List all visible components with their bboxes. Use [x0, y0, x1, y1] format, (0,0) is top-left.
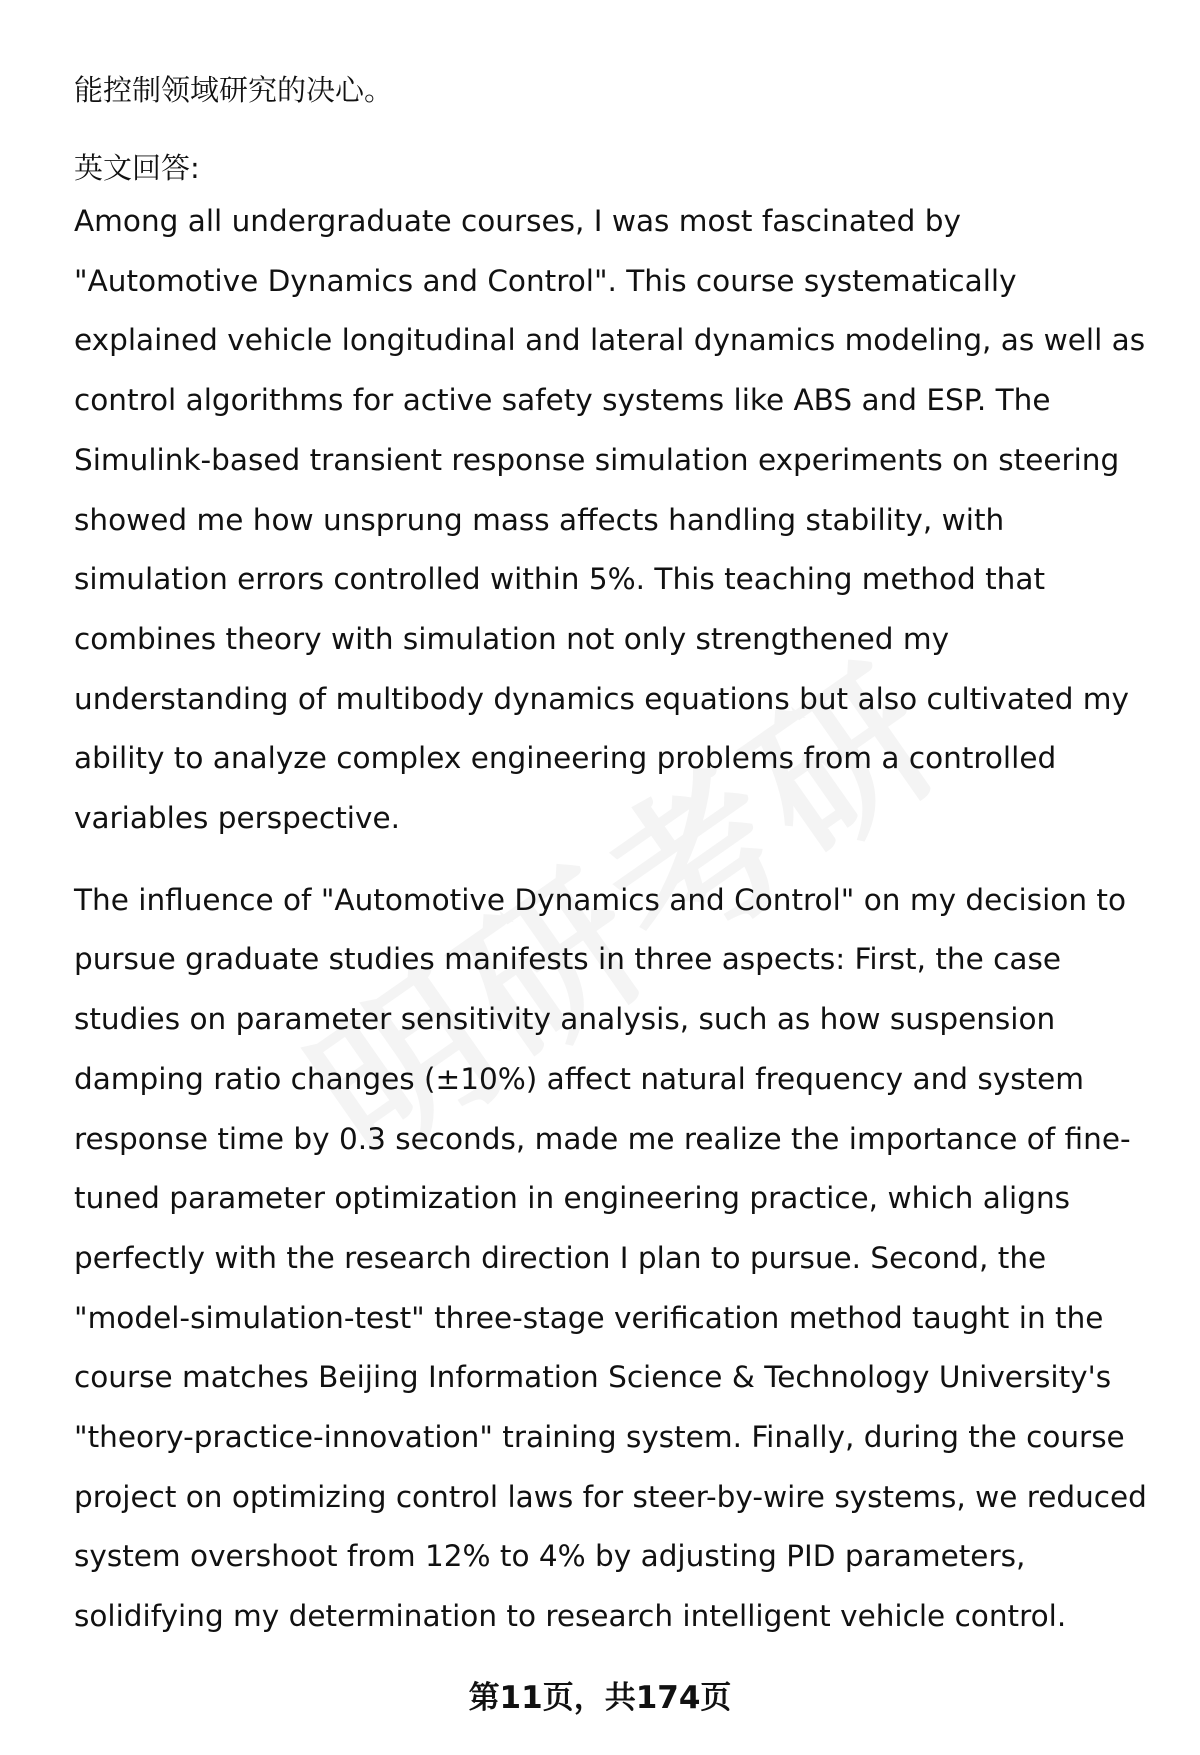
intro-line: 能控制领域研究的决心。 — [74, 73, 394, 107]
answer-paragraph-2: The influence of "Automotive Dynamics and Control" on my decision to pursue graduate studies manifests in three aspects: First, the case studies on parameter sensitivity analysis, such as how suspension damping ratio changes (±10%) affect natural frequency and system response time by 0.3 seconds, made me realize the importance of fine-tuned parameter optimization in engineering practice, which aligns perfectly with the research direction I plan to pursue. Second, the "model-simulation-test" three-stage verification method taught in the course matches Beijing Information Science & Technology University's "theory-practice-innovation" training system. Finally, during the course project on optimizing control laws for steer-by-wire systems, we reduced system overshoot from 12% to 4% by adjusting PID parameters, solidifying my determination to research intelligent vehicle control. — [74, 882, 1147, 1634]
page-content — [74, 66, 1154, 1647]
answer-heading: 英文回答: — [74, 151, 200, 185]
page-number: 第11页，共174页 — [468, 1680, 732, 1716]
answer-paragraph-1: Among all undergraduate courses, I was most fascinated by "Automotive Dynamics and Control". This course systematically explained vehicle longitudinal and lateral dynamics modeling, as well as control algorithms for active safety systems like ABS and ESP. The Simulink-based transient response simulation experiments on steering showed me how unsprung mass affects handling stability, with simulation errors controlled within 5%. This teaching method that combines theory with simulation not only strengthened my understanding of multibody dynamics equations but also cultivated my ability to analyze complex engineering problems from a controlled variables perspective. — [74, 204, 1146, 836]
